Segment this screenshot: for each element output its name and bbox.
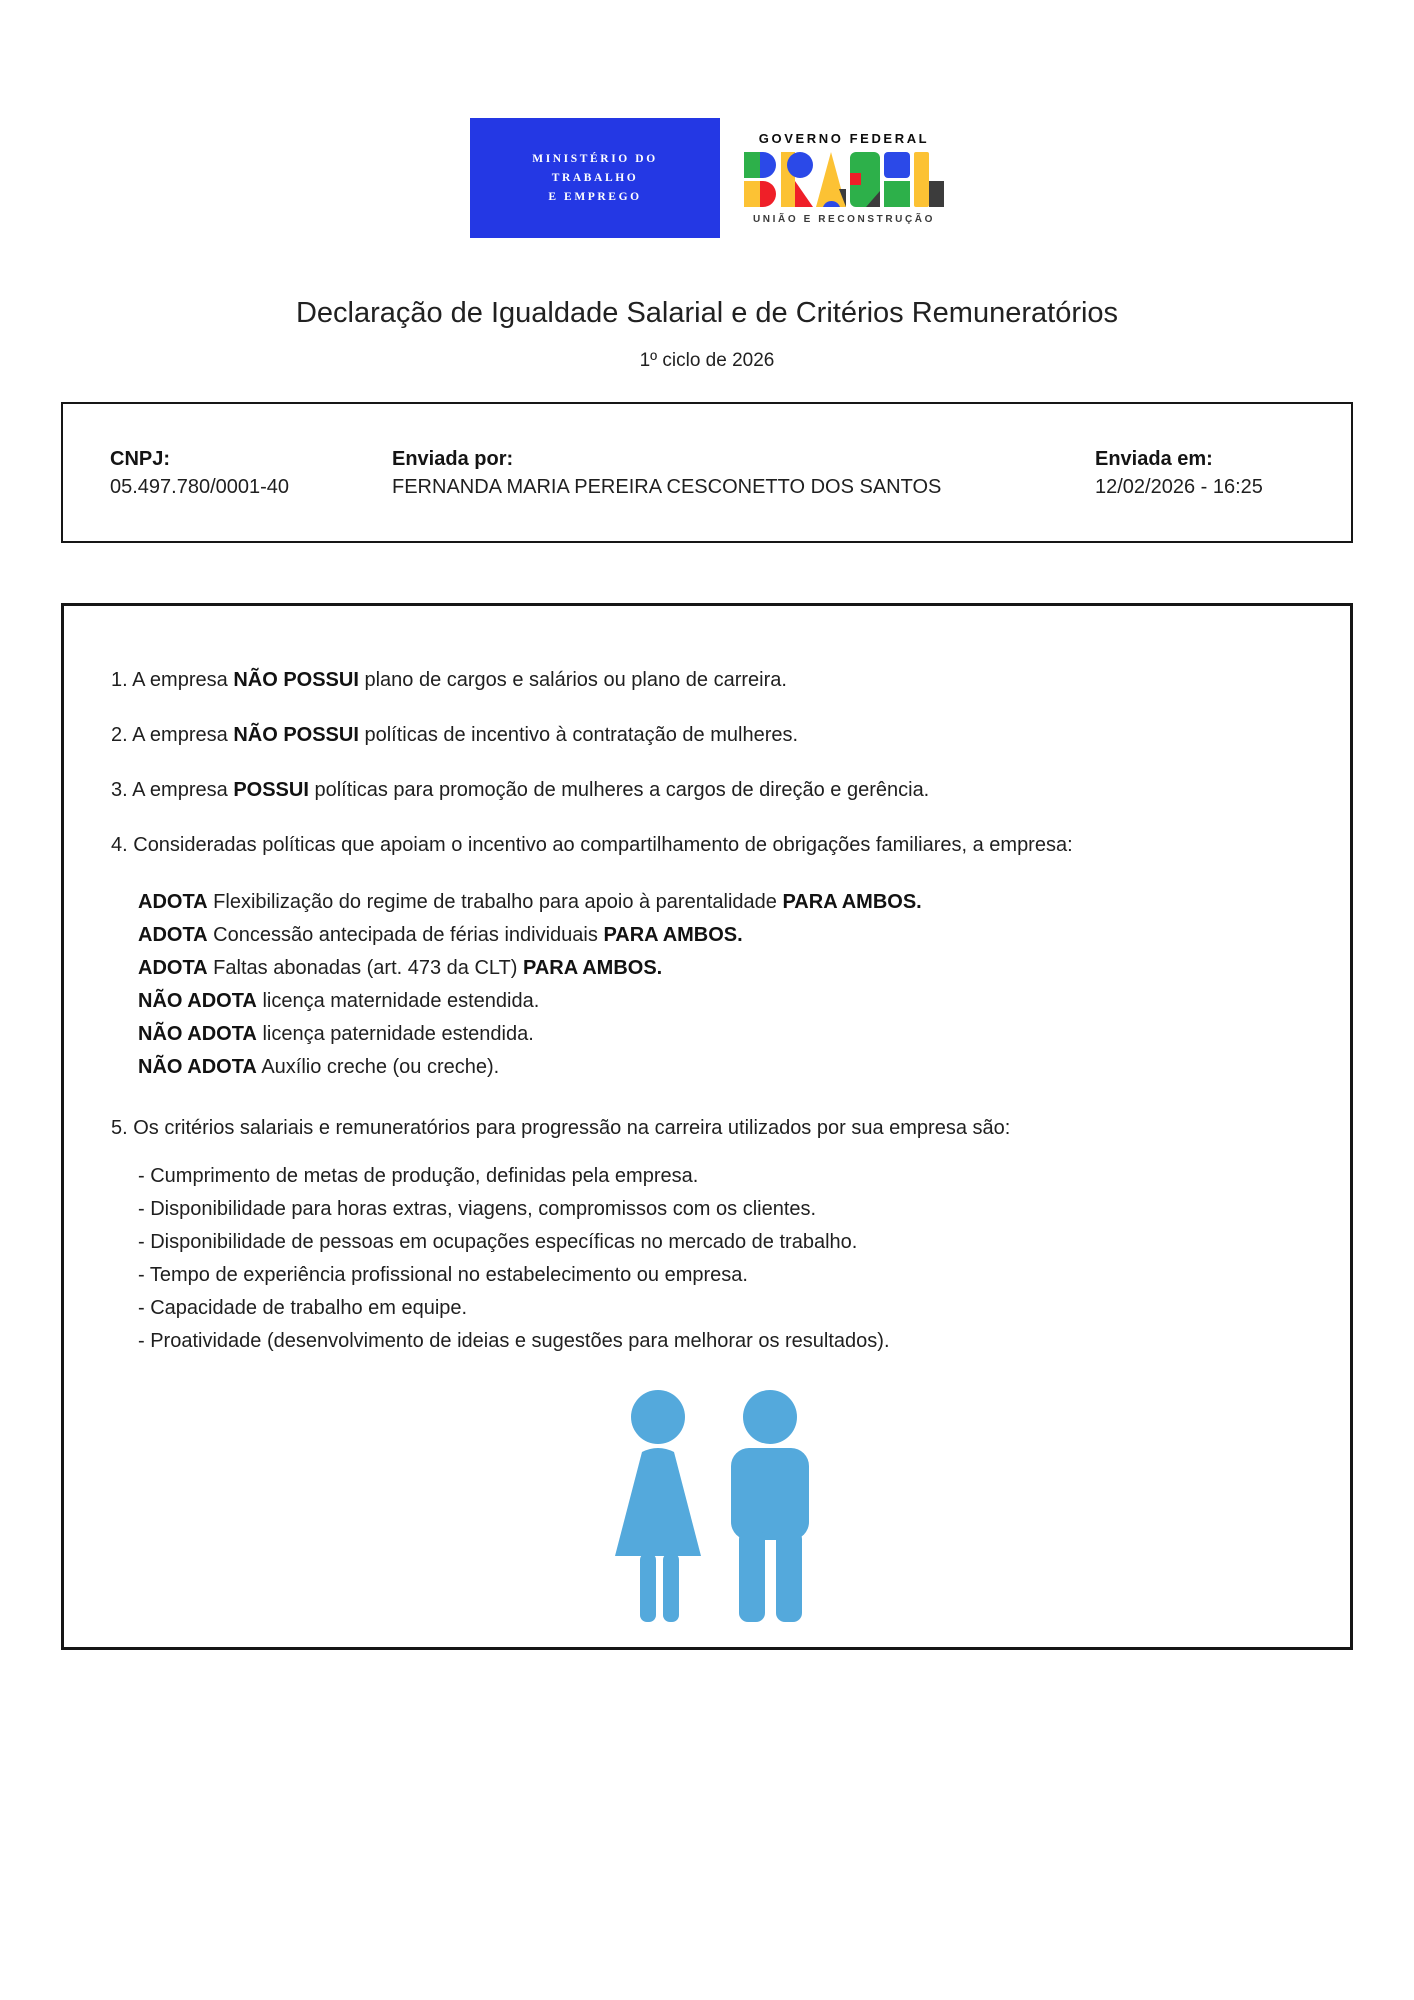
policy-line: NÃO ADOTA licença paternidade estendida. [138,1023,534,1045]
page-title: Declaração de Igualdade Salarial e de Critérios Remuneratórios [295,297,1119,329]
salary-criteria-list [138,1160,1314,1358]
criteria-line: - Cumprimento de metas de produção, definidas pela empresa. [138,1165,699,1187]
sent-by-value: FERNANDA MARIA PEREIRA CESCONETTO DOS SANTOS [392,476,942,498]
declaration-item-5: 5. Os critérios salariais e remuneratórios para progressão na carreira utilizados por sua empresa são: [111,1117,1011,1139]
policy-line: ADOTA Faltas abonadas (art. 473 da CLT) PARA AMBOS. [138,957,663,979]
criteria-line: - Tempo de experiência profissional no estabelecimento ou empresa. [138,1264,748,1286]
policy-line: ADOTA Flexibilização do regime de trabalho para apoio à parentalidade PARA AMBOS. [138,891,922,913]
policy-line: NÃO ADOTA Auxílio creche (ou creche). [138,1056,500,1078]
brasil-wordmark-icon [744,152,944,207]
ministry-logo-line: TRABALHO [551,171,639,184]
declaration-item-3: 3. A empresa POSSUI políticas para promoção de mulheres a cargos de direção e gerência. [111,779,930,801]
policy-line: ADOTA Concessão antecipada de férias individuais PARA AMBOS. [138,924,743,946]
header-logos [0,118,1414,238]
declaration-item-4: 4. Consideradas políticas que apoiam o incentivo ao compartilhamento de obrigações familiares, a empresa: [111,834,1073,856]
governo-federal-label: GOVERNO FEDERAL [758,131,930,146]
family-policies-list [138,886,1314,1084]
sent-at-value: 12/02/2026 - 16:25 [1095,476,1263,498]
cnpj-label: CNPJ: [110,448,171,470]
male-figure-icon [723,1390,818,1628]
declaration-item-2: 2. A empresa NÃO POSSUI políticas de incentivo à contratação de mulheres. [111,724,799,746]
female-figure-icon [608,1390,713,1628]
uniao-e-reconstrucao-label: UNIÃO E RECONSTRUÇÃO [752,214,935,225]
sent-by-column [392,445,1095,541]
governo-federal-brasil-logo [744,131,944,225]
declaration-box [61,603,1353,1650]
sent-at-label: Enviada em: [1095,448,1213,470]
criteria-line: - Capacidade de trabalho em equipe. [138,1297,468,1319]
sent-at-column [1095,445,1331,541]
cnpj-value: 05.497.780/0001-40 [110,476,290,498]
gender-figures [111,1390,1314,1628]
criteria-line: - Disponibilidade de pessoas em ocupações específicas no mercado de trabalho. [138,1231,858,1253]
policy-line: NÃO ADOTA licença maternidade estendida. [138,990,540,1012]
submission-info-box [61,402,1353,543]
criteria-line: - Disponibilidade para horas extras, viagens, compromissos com os clientes. [138,1198,817,1220]
page-subtitle: 1º ciclo de 2026 [639,350,775,371]
ministry-logo-line: E EMPREGO [548,190,642,203]
criteria-line: - Proatividade (desenvolvimento de ideias e sugestões para melhorar os resultados). [138,1330,890,1352]
ministry-logo-line: MINISTÉRIO DO [532,152,658,165]
ministry-of-labor-logo [470,118,720,238]
cnpj-column [110,445,392,541]
declaration-item-1: 1. A empresa NÃO POSSUI plano de cargos e salários ou plano de carreira. [111,669,787,691]
sent-by-label: Enviada por: [392,448,514,470]
